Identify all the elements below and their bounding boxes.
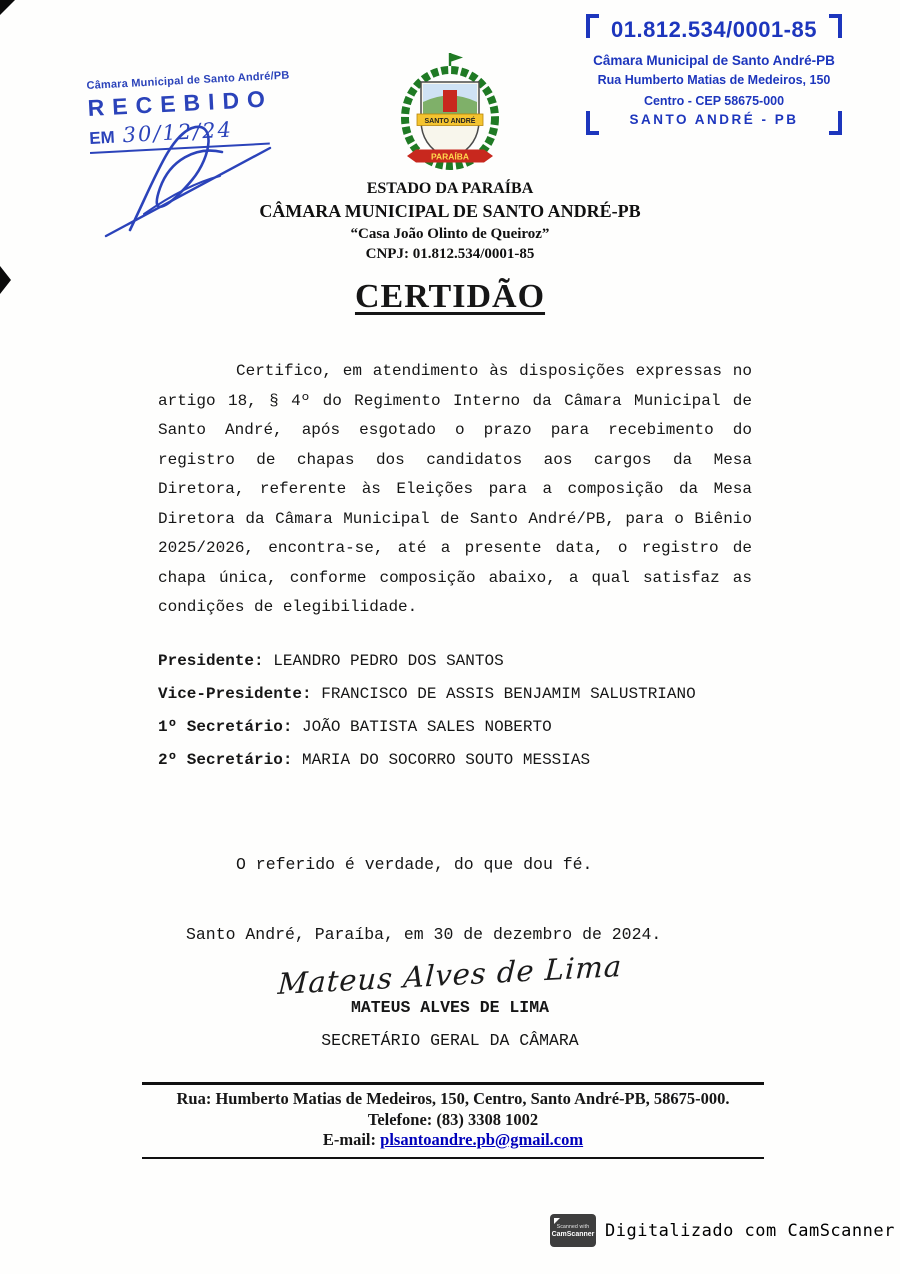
member-name: FRANCISCO DE ASSIS BENJAMIM SALUSTRIANO: [321, 685, 696, 703]
handwritten-signature: Mateus Alves de Lima: [276, 948, 624, 1002]
footer-email-row: [142, 1130, 764, 1151]
registration-bottom-rows: [586, 91, 842, 135]
received-stamp-handwritten-date: 30/12/24: [122, 117, 234, 148]
registration-cnpj: 01.812.534/0001-85: [611, 17, 817, 42]
received-stamp-label: RECEBIDO: [87, 85, 274, 122]
registration-stamp: [586, 14, 842, 135]
member-role: Vice-Presidente:: [158, 685, 312, 703]
registration-org: Câmara Municipal de Santo André-PB: [593, 53, 835, 68]
footer-phone: Telefone: (83) 3308 1002: [367, 1109, 539, 1129]
letterhead-chamber: CÂMARA MUNICIPAL DE SANTO ANDRÉ-PB: [259, 201, 641, 221]
scan-artifact-corner: [0, 0, 15, 15]
affirmation-line: O referido é verdade, do que dou fé.: [236, 855, 593, 874]
place-date-line: Santo André, Paraíba, em 30 de dezembro de 2024.: [186, 925, 662, 944]
letterhead-state: ESTADO DA PARAÍBA: [366, 180, 534, 197]
letterhead: [0, 180, 900, 263]
bracket-bottom-right: [829, 111, 842, 135]
document-title: CERTIDÃO: [354, 278, 546, 315]
coat-of-arms: [390, 50, 510, 178]
member-role: 2º Secretário:: [158, 751, 293, 769]
received-stamp-org: Câmara Municipal de Santo André/PB: [86, 69, 290, 93]
member-line-president: [158, 645, 703, 678]
crest-banner-text: PARAÍBA: [430, 151, 470, 162]
footer-address: Rua: Humberto Matias de Medeiros, 150, Centro, Santo André-PB, 58675-000.: [176, 1089, 730, 1108]
certificate-paragraph: Certifico, em atendimento às disposições expressas no artigo 18, § 4º do Regimento Interno da Câmara Municipal de Santo André, após esgotado o prazo para recebimento do registro de chapas dos candidatos aos cargos da Mesa Diretora, referente às Eleições para a composição da Mesa Diretora da Câmara Municipal de Santo André/PB, para o Biênio 2025/2026, encontra-se, até a presente data, o registro de chapa única, conforme composição abaixo, a qual satisfaz as condições de elegibilidade.: [158, 362, 752, 616]
camscanner-caption: [550, 1214, 895, 1247]
camscanner-badge-icon: [550, 1214, 596, 1247]
member-name: MARIA DO SOCORRO SOUTO MESSIAS: [302, 751, 591, 769]
member-role: 1º Secretário:: [158, 718, 293, 736]
board-members-list: [158, 645, 703, 777]
crest-flag: [450, 53, 463, 62]
member-role: Presidente:: [158, 652, 264, 670]
member-line-second-secretary: [158, 744, 703, 777]
member-line-vice-president: [158, 678, 703, 711]
camscanner-scanned-with: Scanned with: [556, 1223, 590, 1230]
registration-cnpj-row: [586, 14, 842, 48]
bracket-bottom-left: [586, 111, 599, 135]
camscanner-brand: CamScanner: [551, 1230, 595, 1238]
bracket-top-right: [829, 14, 842, 38]
member-name: LEANDRO PEDRO DOS SANTOS: [273, 652, 504, 670]
letterhead-house-name: “Casa João Olinto de Queiroz”: [350, 226, 550, 242]
footer-contact-block: [142, 1082, 764, 1159]
signer-name: MATEUS ALVES DE LIMA: [350, 998, 550, 1017]
camscanner-caption-text: Digitalizado com CamScanner: [605, 1220, 895, 1241]
letterhead-cnpj: CNPJ: 01.812.534/0001-85: [365, 246, 535, 262]
member-line-first-secretary: [158, 711, 703, 744]
footer-email-label: E-mail:: [322, 1130, 381, 1149]
registration-district: Centro - CEP 58675-000: [643, 94, 785, 108]
bracket-top-left: [586, 14, 599, 38]
crest-city-band-text: SANTO ANDRÉ: [424, 118, 476, 125]
footer-email-link[interactable]: plsantoandre.pb@gmail.com: [380, 1130, 584, 1149]
member-name: JOÃO BATISTA SALES NOBERTO: [302, 718, 552, 736]
signer-role: SECRETÁRIO GERAL DA CÂMARA: [321, 1031, 579, 1050]
registration-street: Rua Humberto Matias de Medeiros, 150: [597, 73, 831, 87]
registration-city: SANTO ANDRÉ - PB: [629, 112, 799, 127]
received-stamp-em: EM: [88, 127, 116, 148]
